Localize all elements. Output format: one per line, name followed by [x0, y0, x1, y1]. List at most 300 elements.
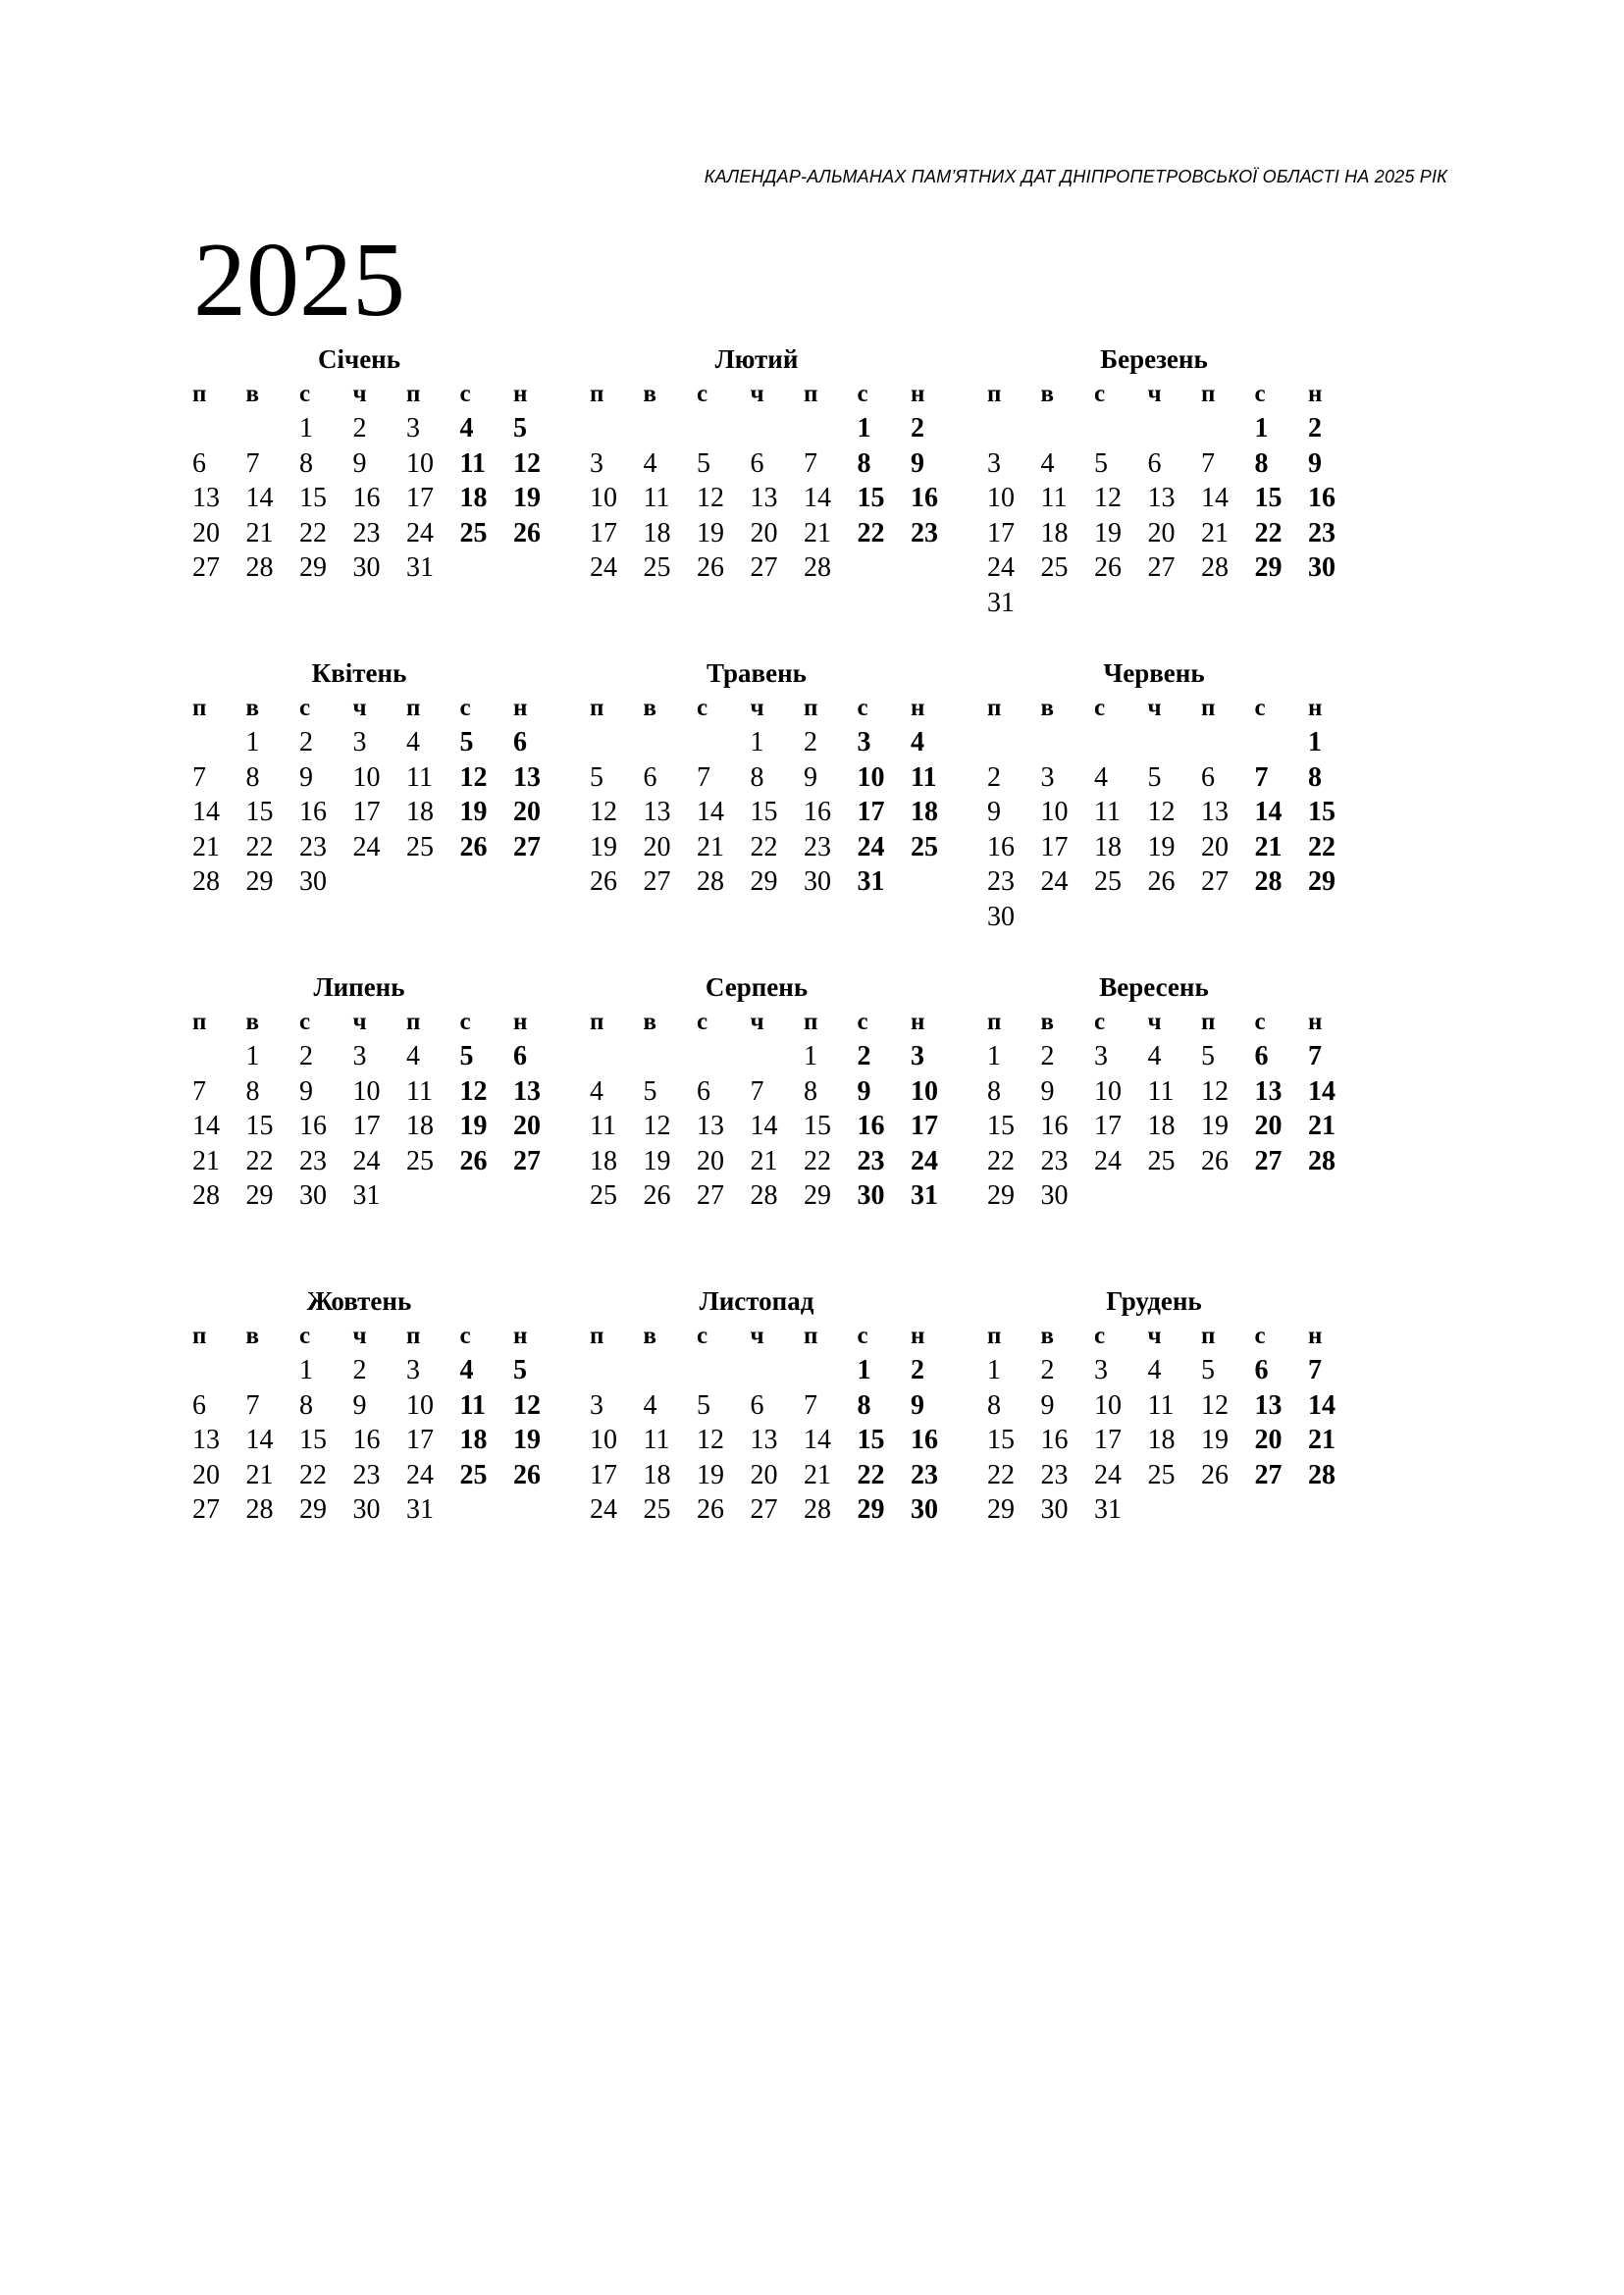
day: 16: [1040, 1111, 1069, 1141]
day: 3: [406, 1355, 420, 1385]
weekday-label: п: [1201, 1008, 1216, 1035]
weekday-label: н: [1308, 1322, 1323, 1349]
month-name: Травень: [707, 658, 807, 688]
day: 16: [299, 797, 327, 827]
day: 22: [987, 1459, 1015, 1490]
weekend-day: 23: [1308, 517, 1336, 548]
day: 1: [987, 1355, 1001, 1385]
weekend-day: 7: [1308, 1355, 1322, 1385]
day: 29: [987, 1180, 1015, 1211]
weekday-label: ч: [352, 694, 367, 721]
day: 19: [590, 831, 617, 862]
day: 24: [1094, 1145, 1122, 1176]
day: 26: [590, 866, 617, 897]
weekend-day: 27: [1254, 1145, 1283, 1176]
month-name: Липень: [313, 972, 405, 1002]
day: 22: [245, 1145, 274, 1176]
day: 21: [804, 517, 831, 548]
month-name: Лютий: [714, 344, 799, 374]
weekend-day: 17: [911, 1111, 938, 1141]
day: 10: [590, 483, 617, 513]
weekend-day: 12: [459, 761, 488, 793]
weekday-label: н: [911, 694, 925, 721]
weekend-day: 27: [513, 1145, 541, 1176]
day: 11: [1094, 797, 1121, 827]
weekend-day: 16: [911, 483, 938, 513]
weekend-day: 24: [857, 831, 885, 862]
weekend-day: 20: [1254, 1111, 1283, 1141]
weekday-label: п: [1201, 694, 1216, 721]
weekday-label: п: [192, 1008, 207, 1035]
weekday-label: н: [911, 1322, 925, 1349]
weekend-day: 13: [1254, 1075, 1283, 1107]
weekend-day: 20: [513, 1111, 541, 1141]
day: 8: [987, 1075, 1001, 1107]
day: 21: [245, 1459, 274, 1490]
day: 26: [697, 1494, 724, 1525]
weekend-day: 28: [1308, 1459, 1336, 1490]
day: 30: [352, 1494, 381, 1525]
weekday-label: с: [459, 694, 471, 721]
weekend-day: 8: [857, 447, 871, 479]
weekday-label: с: [459, 1008, 471, 1035]
day: 7: [245, 1389, 260, 1421]
weekday-label: с: [857, 380, 868, 407]
weekend-day: 28: [1254, 866, 1283, 897]
day: 24: [1040, 866, 1069, 897]
weekend-day: 31: [911, 1180, 938, 1211]
weekday-label: с: [1094, 694, 1106, 721]
weekday-label: п: [987, 1322, 1002, 1349]
day: 14: [804, 483, 831, 513]
month-name: Січень: [317, 344, 401, 374]
weekend-day: 6: [513, 1041, 527, 1071]
day: 23: [352, 517, 381, 548]
day: 26: [1094, 552, 1122, 583]
weekday-label: н: [1308, 1008, 1323, 1035]
weekday-label: с: [459, 1322, 471, 1349]
day: 10: [1040, 797, 1069, 827]
day: 25: [1094, 866, 1122, 897]
weekday-label: ч: [352, 1008, 367, 1035]
weekday-label: ч: [1147, 1322, 1162, 1349]
day: 18: [1147, 1425, 1176, 1455]
day: 23: [299, 831, 327, 862]
month-name: Жовтень: [306, 1286, 412, 1316]
day: 15: [245, 1111, 274, 1141]
weekday-label: в: [1040, 1008, 1055, 1035]
day: 23: [352, 1459, 381, 1490]
day: 10: [590, 1425, 617, 1455]
weekday-label: п: [804, 694, 818, 721]
day: 3: [352, 727, 367, 757]
day: 20: [643, 831, 671, 862]
day: 10: [987, 483, 1015, 513]
day: 11: [406, 761, 433, 793]
day: 1: [299, 413, 313, 443]
day: 28: [1201, 552, 1229, 583]
month-name: Вересень: [1099, 972, 1209, 1002]
weekend-day: 19: [459, 797, 488, 827]
day: 4: [1094, 761, 1108, 793]
weekday-label: п: [590, 380, 604, 407]
weekday-label: ч: [750, 380, 764, 407]
day: 4: [590, 1075, 603, 1107]
weekday-label: ч: [1147, 1008, 1162, 1035]
day: 23: [299, 1145, 327, 1176]
weekday-label: п: [192, 1322, 207, 1349]
day: 1: [245, 1041, 260, 1071]
day: 11: [643, 1425, 670, 1455]
day: 17: [406, 1425, 434, 1455]
day: 27: [750, 1494, 778, 1525]
weekend-day: 27: [1254, 1459, 1283, 1490]
weekday-label: п: [804, 1322, 818, 1349]
weekday-label: н: [1308, 694, 1323, 721]
day: 10: [1094, 1075, 1122, 1107]
day: 8: [987, 1389, 1001, 1421]
day: 12: [1147, 797, 1176, 827]
day: 13: [192, 483, 220, 513]
day: 13: [697, 1111, 724, 1141]
weekday-label: п: [406, 1322, 421, 1349]
day: 29: [987, 1494, 1015, 1525]
day: 6: [192, 447, 206, 479]
running-header: КАЛЕНДАР-АЛЬМАНАХ ПАМ’ЯТНИХ ДАТ ДНІПРОПЕТРОВСЬКОЇ ОБЛАСТІ НА 2025 РІК: [704, 167, 1447, 186]
day: 17: [590, 1459, 617, 1490]
day: 1: [245, 727, 260, 757]
weekend-day: 22: [857, 517, 885, 548]
day: 25: [643, 552, 671, 583]
day: 30: [987, 901, 1015, 932]
day: 18: [406, 797, 434, 827]
weekend-day: 9: [911, 447, 924, 479]
day: 17: [987, 517, 1015, 548]
day: 7: [750, 1075, 764, 1107]
weekend-day: 18: [911, 797, 938, 827]
weekday-label: в: [245, 694, 260, 721]
day: 19: [643, 1145, 671, 1176]
day: 7: [192, 1075, 206, 1107]
weekend-day: 6: [513, 727, 527, 757]
day: 3: [590, 447, 603, 479]
weekday-label: п: [590, 694, 604, 721]
weekday-label: с: [299, 380, 311, 407]
weekend-day: 21: [1308, 1425, 1336, 1455]
weekend-day: 22: [857, 1459, 885, 1490]
day: 27: [697, 1180, 724, 1211]
day: 28: [804, 1494, 831, 1525]
weekend-day: 14: [1308, 1389, 1336, 1421]
weekend-day: 16: [911, 1425, 938, 1455]
day: 2: [987, 761, 1001, 793]
weekday-label: п: [192, 380, 207, 407]
weekend-day: 21: [1254, 831, 1283, 862]
weekend-day: 10: [857, 761, 885, 793]
day: 15: [299, 483, 327, 513]
weekend-day: 11: [459, 1389, 486, 1421]
day: 22: [299, 1459, 327, 1490]
weekend-day: 22: [1308, 831, 1336, 862]
day: 7: [697, 761, 710, 793]
day: 5: [697, 447, 710, 479]
weekend-day: 20: [513, 797, 541, 827]
day: 20: [1147, 517, 1176, 548]
day: 18: [1040, 517, 1069, 548]
day: 18: [1094, 831, 1122, 862]
day: 27: [192, 1494, 220, 1525]
weekend-day: 12: [513, 447, 541, 479]
day: 3: [590, 1389, 603, 1421]
day: 15: [804, 1111, 831, 1141]
month-name: Березень: [1100, 344, 1208, 374]
weekend-day: 12: [459, 1075, 488, 1107]
day: 14: [750, 1111, 778, 1141]
day: 24: [406, 1459, 434, 1490]
day: 13: [192, 1425, 220, 1455]
weekday-label: н: [911, 1008, 925, 1035]
day: 8: [750, 761, 764, 793]
weekend-day: 10: [911, 1075, 938, 1107]
day: 22: [245, 831, 274, 862]
weekend-day: 9: [1308, 447, 1322, 479]
day: 14: [245, 483, 274, 513]
weekend-day: 2: [857, 1041, 871, 1071]
day: 6: [192, 1389, 206, 1421]
weekend-day: 29: [1308, 866, 1336, 897]
day: 15: [245, 797, 274, 827]
day: 27: [643, 866, 671, 897]
day: 2: [352, 413, 367, 443]
day: 9: [1040, 1389, 1055, 1421]
weekend-day: 23: [911, 517, 938, 548]
day: 19: [1094, 517, 1122, 548]
weekday-label: н: [513, 1322, 528, 1349]
day: 31: [406, 552, 434, 583]
day: 10: [1094, 1389, 1122, 1421]
weekday-label: в: [245, 380, 260, 407]
weekend-day: 26: [459, 831, 488, 862]
day: 25: [406, 831, 434, 862]
month-name: Квітень: [311, 658, 407, 688]
day: 30: [804, 866, 831, 897]
year-title: 2025: [193, 222, 405, 339]
day: 8: [245, 761, 260, 793]
weekday-label: н: [513, 694, 528, 721]
day: 19: [697, 1459, 724, 1490]
day: 4: [1147, 1041, 1162, 1071]
day: 29: [299, 552, 327, 583]
weekend-day: 9: [911, 1389, 924, 1421]
day: 18: [643, 1459, 671, 1490]
day: 28: [192, 866, 220, 897]
day: 29: [299, 1494, 327, 1525]
day: 22: [750, 831, 778, 862]
day: 17: [406, 483, 434, 513]
day: 12: [590, 797, 617, 827]
day: 27: [192, 552, 220, 583]
day: 24: [352, 831, 381, 862]
day: 30: [299, 866, 327, 897]
weekday-label: п: [804, 380, 818, 407]
day: 28: [192, 1180, 220, 1211]
weekday-label: ч: [352, 380, 367, 407]
day: 16: [299, 1111, 327, 1141]
weekend-day: 15: [857, 1425, 885, 1455]
day: 24: [406, 517, 434, 548]
weekday-label: п: [987, 694, 1002, 721]
weekend-day: 2: [911, 1355, 924, 1385]
day: 19: [1147, 831, 1176, 862]
day: 25: [643, 1494, 671, 1525]
weekend-day: 1: [1254, 413, 1269, 443]
day: 17: [1094, 1425, 1122, 1455]
weekend-day: 27: [513, 831, 541, 862]
weekend-day: 5: [459, 1041, 474, 1071]
weekday-label: в: [1040, 1322, 1055, 1349]
day: 23: [1040, 1459, 1069, 1490]
weekend-day: 18: [459, 483, 488, 513]
day: 31: [987, 587, 1015, 618]
day: 11: [1147, 1389, 1175, 1421]
weekday-label: с: [697, 380, 708, 407]
day: 6: [643, 761, 657, 793]
weekday-label: в: [643, 1322, 657, 1349]
day: 3: [1094, 1355, 1108, 1385]
day: 11: [590, 1111, 616, 1141]
day: 6: [697, 1075, 710, 1107]
day: 16: [804, 797, 831, 827]
weekday-label: с: [299, 1008, 311, 1035]
weekend-day: 4: [459, 413, 474, 443]
day: 5: [697, 1389, 710, 1421]
weekend-day: 28: [1308, 1145, 1336, 1176]
day: 23: [987, 866, 1015, 897]
weekday-label: с: [857, 694, 868, 721]
day: 11: [1147, 1075, 1175, 1107]
weekday-label: п: [987, 1008, 1002, 1035]
day: 12: [643, 1111, 671, 1141]
day: 1: [804, 1041, 817, 1071]
day: 27: [1201, 866, 1229, 897]
weekend-day: 25: [459, 517, 488, 548]
day: 26: [1147, 866, 1176, 897]
day: 25: [1147, 1145, 1176, 1176]
weekend-day: 13: [1254, 1389, 1283, 1421]
weekday-label: п: [192, 694, 207, 721]
weekday-label: ч: [1147, 380, 1162, 407]
day: 26: [1201, 1145, 1229, 1176]
day: 1: [299, 1355, 313, 1385]
weekend-day: 26: [459, 1145, 488, 1176]
day: 12: [1201, 1075, 1229, 1107]
day: 25: [1147, 1459, 1176, 1490]
day: 6: [1147, 447, 1162, 479]
weekday-label: ч: [352, 1322, 367, 1349]
day: 9: [804, 761, 817, 793]
weekday-label: п: [406, 1008, 421, 1035]
weekday-label: п: [1201, 380, 1216, 407]
weekend-day: 24: [911, 1145, 938, 1176]
weekday-label: с: [1094, 380, 1106, 407]
day: 11: [406, 1075, 433, 1107]
day: 1: [987, 1041, 1001, 1071]
weekend-day: 9: [857, 1075, 871, 1107]
day: 3: [406, 413, 420, 443]
day: 22: [987, 1145, 1015, 1176]
day: 29: [245, 866, 274, 897]
day: 19: [1201, 1425, 1229, 1455]
day: 21: [192, 1145, 220, 1176]
weekend-day: 4: [911, 727, 924, 757]
day: 30: [352, 552, 381, 583]
day: 28: [804, 552, 831, 583]
day: 22: [804, 1145, 831, 1176]
day: 24: [590, 552, 617, 583]
day: 10: [352, 1075, 381, 1107]
day: 2: [299, 727, 313, 757]
day: 16: [1040, 1425, 1069, 1455]
day: 25: [406, 1145, 434, 1176]
weekend-day: 13: [513, 1075, 541, 1107]
day: 1: [750, 727, 764, 757]
day: 13: [1201, 797, 1229, 827]
weekend-day: 30: [1308, 552, 1336, 583]
weekend-day: 5: [513, 413, 527, 443]
weekend-day: 14: [1254, 797, 1283, 827]
day: 2: [352, 1355, 367, 1385]
day: 20: [750, 517, 778, 548]
day: 10: [352, 761, 381, 793]
weekend-day: 16: [857, 1111, 885, 1141]
day: 11: [643, 483, 670, 513]
day: 2: [1040, 1041, 1055, 1071]
day: 12: [697, 483, 724, 513]
weekday-label: в: [1040, 694, 1055, 721]
day: 13: [643, 797, 671, 827]
day: 19: [1201, 1111, 1229, 1141]
weekday-label: п: [1201, 1322, 1216, 1349]
day: 24: [1094, 1459, 1122, 1490]
day: 26: [1201, 1459, 1229, 1490]
weekend-day: 6: [1254, 1355, 1269, 1385]
day: 13: [1147, 483, 1176, 513]
day: 18: [643, 517, 671, 548]
day: 13: [750, 483, 778, 513]
weekend-day: 8: [857, 1389, 871, 1421]
weekend-day: 7: [1254, 761, 1269, 793]
weekend-day: 2: [1308, 413, 1322, 443]
day: 24: [352, 1145, 381, 1176]
day: 17: [1040, 831, 1069, 862]
day: 9: [1040, 1075, 1055, 1107]
day: 10: [406, 447, 434, 479]
day: 5: [1094, 447, 1108, 479]
weekday-label: п: [406, 694, 421, 721]
day: 12: [697, 1425, 724, 1455]
day: 17: [590, 517, 617, 548]
day: 5: [1201, 1355, 1215, 1385]
day: 21: [750, 1145, 778, 1176]
day: 17: [352, 1111, 381, 1141]
day: 7: [192, 761, 206, 793]
weekend-day: 26: [513, 1459, 541, 1490]
day: 14: [192, 797, 220, 827]
month-name: Серпень: [705, 972, 809, 1002]
weekend-day: 1: [857, 413, 871, 443]
weekend-day: 19: [513, 483, 541, 513]
day: 3: [987, 447, 1001, 479]
